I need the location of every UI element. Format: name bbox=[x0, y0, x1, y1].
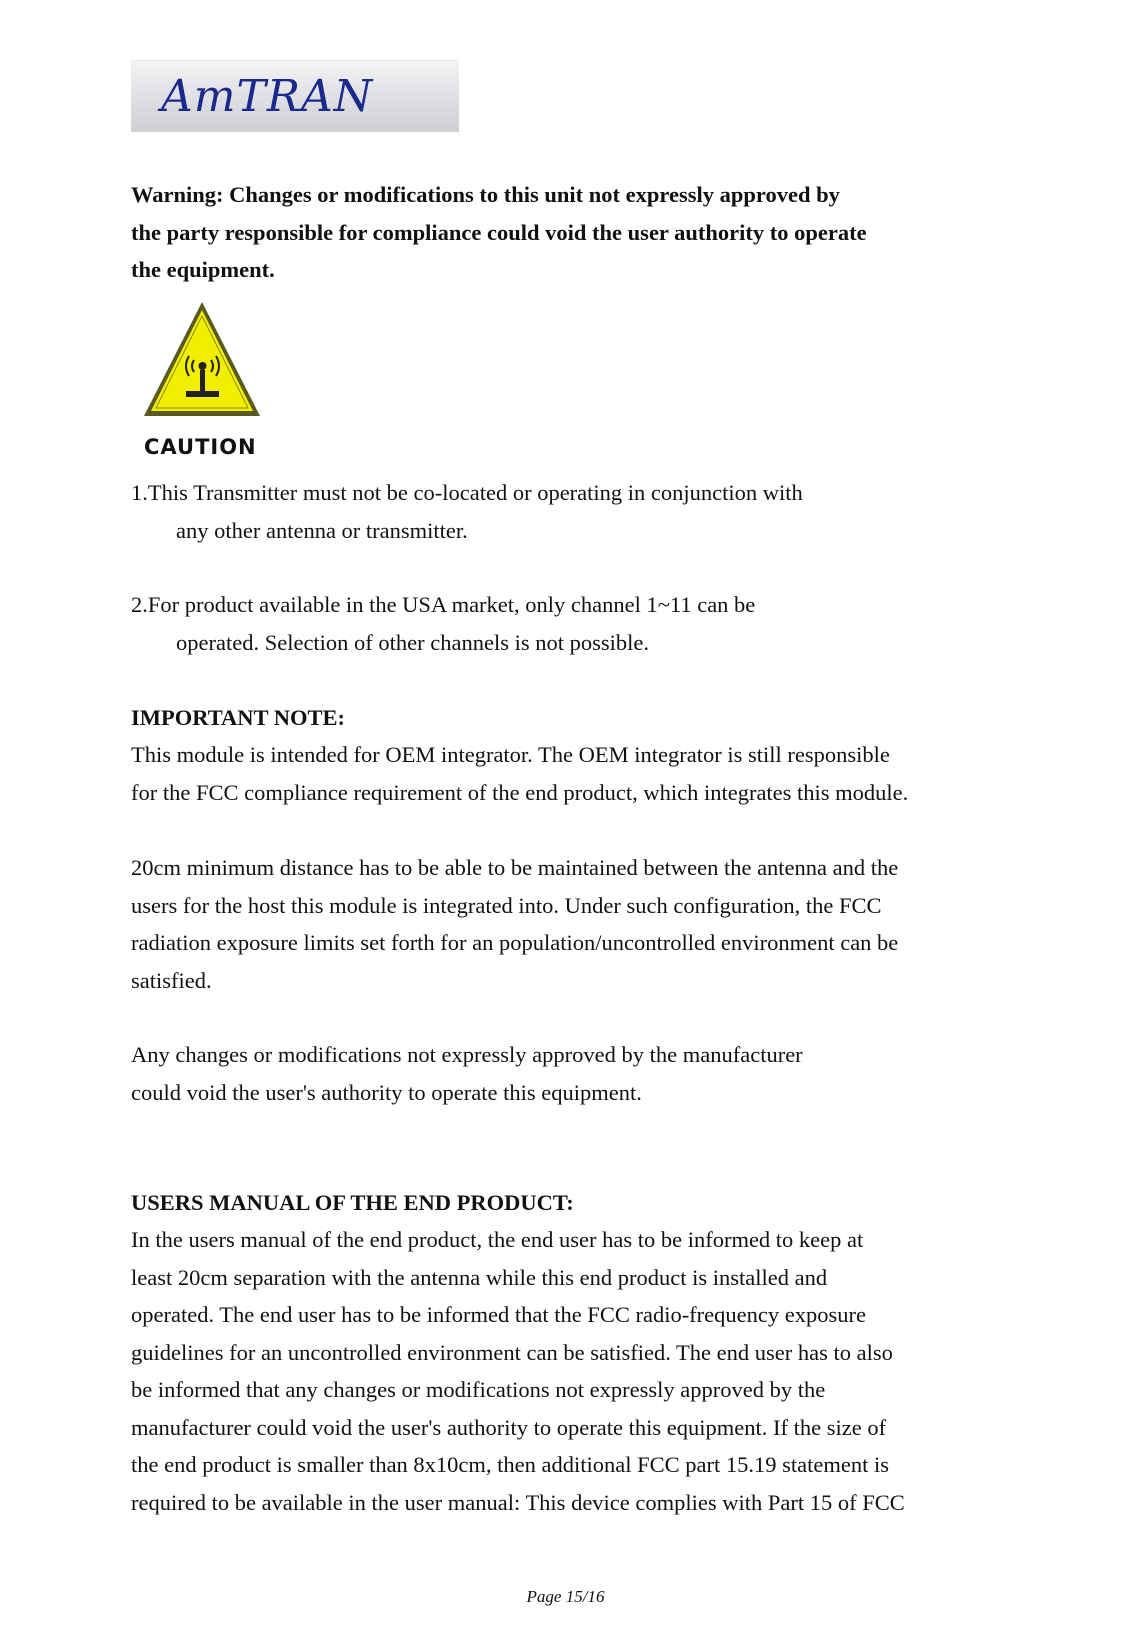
warning-statement bbox=[131, 176, 867, 289]
list-item bbox=[131, 474, 803, 549]
important-note-heading: IMPORTANT NOTE: bbox=[131, 705, 346, 730]
paragraph-line: Any changes or modifications not expressly approved by the manufacturer bbox=[131, 1042, 803, 1067]
paragraph-line: operated. The end user has to be informed that the FCC radio-frequency exposure bbox=[131, 1302, 866, 1327]
paragraph-line: required to be available in the user manual: This device complies with Part 15 of FCC bbox=[131, 1489, 905, 1515]
important-note-paragraph bbox=[131, 736, 908, 811]
important-note-paragraph bbox=[131, 1036, 803, 1111]
page-number: Page 15/16 bbox=[526, 1587, 605, 1606]
paragraph-line: least 20cm separation with the antenna while this end product is installed and bbox=[131, 1264, 828, 1290]
paragraph-line: satisfied. bbox=[131, 967, 212, 993]
list-item-line: 1.This Transmitter must not be co-located or operating in conjunction with bbox=[131, 480, 803, 505]
list-item-line: 2.For product available in the USA market, only channel 1~11 can be bbox=[131, 592, 756, 617]
users-manual-paragraph bbox=[131, 1221, 905, 1521]
caution-label: CAUTION bbox=[144, 435, 257, 459]
paragraph-line: In the users manual of the end product, the end user has to be informed to keep at bbox=[131, 1227, 864, 1252]
list-item-line: operated. Selection of other channels is not possible. bbox=[176, 629, 650, 655]
important-note-paragraph bbox=[131, 849, 898, 999]
paragraph-line: could void the user's authority to operate this equipment. bbox=[131, 1079, 642, 1105]
logo-text: AmTRAN bbox=[161, 71, 374, 122]
radiation-warning-icon bbox=[142, 298, 268, 428]
paragraph-line: the end product is smaller than 8x10cm, then additional FCC part 15.19 statement is bbox=[131, 1452, 889, 1477]
paragraph-line: be informed that any changes or modifications not expressly approved by the bbox=[131, 1377, 826, 1402]
warning-line: Warning: Changes or modifications to this unit not expressly approved by bbox=[131, 182, 840, 207]
warning-line: the equipment. bbox=[131, 257, 275, 282]
list-item-line: any other antenna or transmitter. bbox=[176, 517, 468, 543]
paragraph-line: radiation exposure limits set forth for an population/uncontrolled environment can be bbox=[131, 930, 899, 955]
paragraph-line: 20cm minimum distance has to be able to be maintained between the antenna and the bbox=[131, 855, 899, 880]
list-item bbox=[131, 586, 755, 661]
paragraph-line: users for the host this module is integrated into. Under such configuration, the FCC bbox=[131, 892, 882, 918]
paragraph-line: This module is intended for OEM integrator. The OEM integrator is still responsible bbox=[131, 742, 890, 767]
paragraph-line: manufacturer could void the user's authority to operate this equipment. If the size of bbox=[131, 1414, 887, 1440]
paragraph-line: guidelines for an uncontrolled environment can be satisfied. The end user has to also bbox=[131, 1339, 893, 1365]
warning-line: the party responsible for compliance could void the user authority to operate bbox=[131, 219, 867, 245]
users-manual-heading: USERS MANUAL OF THE END PRODUCT: bbox=[131, 1190, 574, 1215]
paragraph-line: for the FCC compliance requirement of the end product, which integrates this module. bbox=[131, 779, 909, 805]
caution-sign bbox=[142, 298, 268, 468]
logo bbox=[131, 60, 459, 132]
